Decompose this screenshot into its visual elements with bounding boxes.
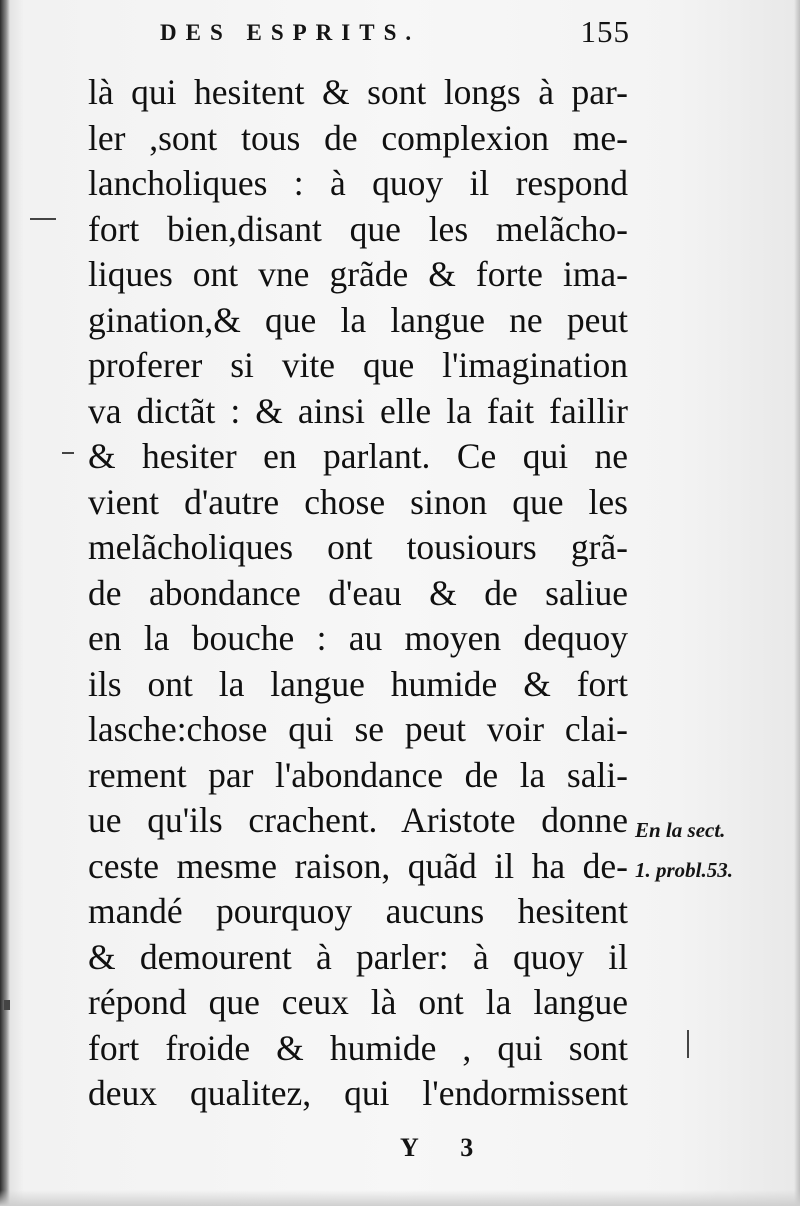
text-line: répond que ceux là ont la langue: [88, 982, 628, 1022]
margin-note-line: 1. probl.53.: [635, 858, 734, 882]
signature-mark: Y 3: [400, 1133, 492, 1162]
page-edge-right: [794, 0, 800, 1206]
text-line: lasche:chose qui se peut voir clai-: [88, 709, 628, 749]
text-line: proferer si vite que l'imagination: [88, 345, 628, 385]
margin-note-line: En la sect.: [635, 818, 726, 842]
gutter-shadow: [0, 0, 10, 1206]
text-line: liques ont vne grãde & forte ima-: [88, 254, 628, 294]
text-line: fort froide & humide , qui sont: [88, 1027, 628, 1068]
text-line: & demourent à parler: à quoy il: [88, 936, 628, 977]
margin-note: [635, 810, 785, 890]
text-line: rement par l'abondance de la sali-: [88, 754, 628, 795]
body-text: [88, 70, 628, 1117]
text-line: là qui hesitent & sont longs à par-: [88, 72, 628, 112]
margin-tick: [4, 1000, 10, 1010]
text-line: ler ,sont tous de complexion me-: [88, 117, 628, 158]
text-line: vient d'autre chose sinon que les: [88, 481, 628, 522]
running-title: DES ESPRITS.: [160, 20, 421, 45]
text-line: melãcholiques ont tousiours grã-: [88, 527, 628, 567]
text-line: & hesiter en parlant. Ce qui ne: [88, 436, 628, 476]
text-line: deux qualitez, qui l'endormissent: [88, 1073, 628, 1113]
text-line: ils ont la langue humide & fort: [88, 663, 628, 704]
text-line: ue qu'ils crachent. Aristote donne: [88, 800, 628, 840]
margin-tick: [62, 452, 74, 454]
margin-tick: [30, 218, 56, 220]
text-line: en la bouche : au moyen dequoy: [88, 618, 628, 658]
margin-tick: [687, 1030, 689, 1058]
text-line: fort bien,disant que les melãcho-: [88, 208, 628, 249]
page-edge-bottom: [0, 1190, 800, 1206]
text-line: ceste mesme raison, quãd il ha de-: [88, 845, 628, 886]
text-line: de abondance d'eau & de saliue: [88, 572, 628, 613]
text-line: gination,& que la langue ne peut: [88, 299, 628, 340]
text-line: lancholiques : à quoy il respond: [88, 163, 628, 203]
text-line: va dictãt : & ainsi elle la fait faillir: [88, 390, 628, 431]
text-line: mandé pourquoy aucuns hesitent: [88, 891, 628, 931]
page-number: 155: [580, 14, 630, 49]
page-header: [160, 14, 630, 54]
